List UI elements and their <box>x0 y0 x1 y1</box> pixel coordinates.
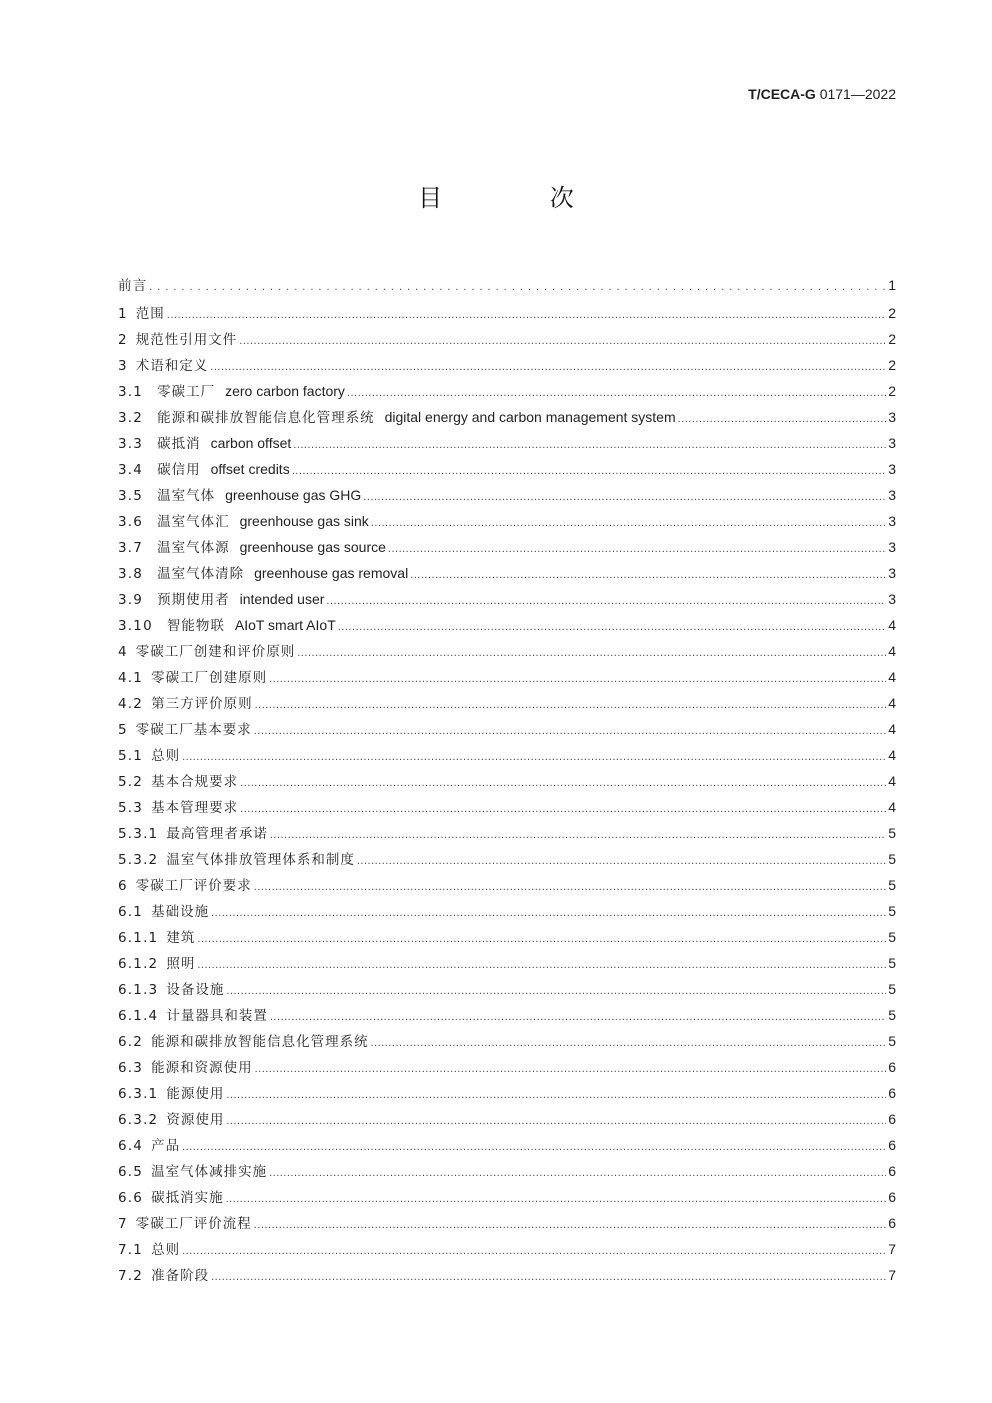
toc-entry-label <box>118 1055 253 1080</box>
toc-entry-number: 6 <box>118 878 128 894</box>
toc-entry-label <box>118 482 361 508</box>
toc-entry-label <box>118 1185 224 1210</box>
toc-entry-title-cn: 温室气体减排实施 <box>151 1164 268 1180</box>
toc-entry-label <box>118 821 268 846</box>
toc-entry[interactable] <box>118 794 896 820</box>
toc-entry-title-cn: 资源使用 <box>166 1112 225 1128</box>
toc-entry-label <box>118 847 355 872</box>
toc-entry-title-cn: 范围 <box>135 306 165 322</box>
toc-entry-number: 6.1 <box>118 904 144 920</box>
toc-entry-title-en: offset credits <box>210 461 290 477</box>
toc-entry[interactable] <box>118 1236 896 1262</box>
toc-entry-title-cn: 基本合规要求 <box>151 774 239 790</box>
toc-entry[interactable] <box>118 924 896 950</box>
toc-entry-title-cn: 温室气体 <box>157 488 216 504</box>
toc-entry-label <box>118 1107 224 1132</box>
toc-entry-number: 4.2 <box>118 696 144 712</box>
toc-entry-number: 3.4 <box>118 462 144 478</box>
toc-page-number: 4 <box>888 773 896 789</box>
toc-page-number: 6 <box>888 1059 896 1075</box>
toc-entry-label <box>118 769 238 794</box>
toc-entry-number: 6.3 <box>118 1060 144 1076</box>
standard-number: 0171—2022 <box>819 86 896 102</box>
toc-entry-number: 6.3.1 <box>118 1086 159 1102</box>
toc-leader-dots <box>388 536 886 560</box>
toc-page-number: 4 <box>888 643 896 659</box>
toc-entry[interactable] <box>118 352 896 378</box>
toc-leader-dots <box>226 1108 886 1132</box>
toc-entry-number: 6.1.2 <box>118 956 159 972</box>
toc-entry-number: 3.1 <box>118 384 144 400</box>
toc-entry[interactable] <box>118 456 896 482</box>
toc-entry-title-cn: 言 <box>132 278 148 294</box>
toc-entry-number: 6.1.1 <box>118 930 159 946</box>
toc-page-number: 3 <box>888 591 896 607</box>
toc-entry-number: 1 <box>118 306 128 322</box>
toc-leader-dots <box>182 744 886 768</box>
toc-leader-dots <box>226 978 886 1002</box>
toc-page-number: 6 <box>888 1137 896 1153</box>
toc-entry[interactable] <box>118 1262 896 1288</box>
toc-entry-title-cn: 计量器具和装置 <box>166 1008 268 1024</box>
toc-entry[interactable] <box>118 482 896 508</box>
toc-entry-label <box>118 430 291 456</box>
toc-entry-number: 6.4 <box>118 1138 144 1154</box>
toc-entry[interactable] <box>118 612 896 638</box>
toc-entry[interactable] <box>118 300 896 326</box>
toc-entry[interactable] <box>118 768 896 794</box>
toc-entry-label <box>118 951 195 976</box>
toc-leader-dots <box>182 1134 886 1158</box>
toc-entry-label <box>118 456 290 482</box>
toc-page-number: 5 <box>888 877 896 893</box>
toc-entry-title-cn: 零碳工厂评价要求 <box>135 878 252 894</box>
toc-entry-number: 3.5 <box>118 488 144 504</box>
toc-page-number: 6 <box>888 1163 896 1179</box>
toc-entry-title-cn: 总则 <box>151 748 181 764</box>
toc-entry-title-en: greenhouse gas GHG <box>225 487 362 503</box>
toc-leader-dots <box>293 432 886 456</box>
toc-entry[interactable] <box>118 820 896 846</box>
toc-entry-title-en: greenhouse gas source <box>239 539 386 555</box>
toc-entry-title-cn: 能源和碳排放智能信息化管理系统 <box>151 1034 369 1050</box>
standard-prefix: T/CECA-G <box>748 86 816 102</box>
toc-entry-title-en: AIoT smart AIoT <box>234 617 336 633</box>
toc-page-number: 2 <box>888 331 896 347</box>
toc-entry[interactable] <box>118 1184 896 1210</box>
toc-entry-title-cn: 温室气体排放管理体系和制度 <box>166 852 355 868</box>
toc-entry-title-cn: 准备阶段 <box>151 1268 210 1284</box>
toc-entry-number: 前 <box>118 278 133 294</box>
toc-page-number: 6 <box>888 1085 896 1101</box>
toc-page-number: 6 <box>888 1111 896 1127</box>
toc-entry-label <box>118 717 252 742</box>
toc-entry-label <box>118 1237 180 1262</box>
toc-entry[interactable] <box>118 1132 896 1158</box>
toc-leader-dots <box>410 562 886 586</box>
toc-entry-title-en: greenhouse gas sink <box>239 513 369 529</box>
toc-page-number: 7 <box>888 1241 896 1257</box>
toc-entry-title-cn: 温室气体源 <box>157 540 230 556</box>
toc-entry[interactable] <box>118 664 896 690</box>
toc-page-number: 6 <box>888 1215 896 1231</box>
toc-leader-dots <box>226 1082 886 1106</box>
toc-entry-number: 6.3.2 <box>118 1112 159 1128</box>
toc-page-number: 5 <box>888 981 896 997</box>
toc-page-number: 4 <box>888 721 896 737</box>
toc-leader-dots <box>211 1264 886 1288</box>
toc-entry-number: 3 <box>118 358 128 374</box>
toc-entry[interactable] <box>118 950 896 976</box>
toc-entry[interactable] <box>118 1158 896 1184</box>
toc-entry-title-cn: 能源和碳排放智能信息化管理系统 <box>157 410 375 426</box>
toc-entry[interactable] <box>118 326 896 352</box>
toc-page-number: 3 <box>888 435 896 451</box>
toc-page-number: 2 <box>888 357 896 373</box>
toc-page-number: 7 <box>888 1267 896 1283</box>
toc-entry-title-cn: 零碳工厂 <box>157 384 216 400</box>
toc-entry-title-cn: 总则 <box>151 1242 181 1258</box>
toc-entry-number: 2 <box>118 332 128 348</box>
toc-page-number: 3 <box>888 513 896 529</box>
toc-entry-number: 7.1 <box>118 1242 144 1258</box>
toc-entry-title-cn: 零碳工厂评价流程 <box>135 1216 252 1232</box>
table-of-contents <box>118 272 896 1288</box>
toc-leader-dots <box>297 640 886 664</box>
toc-leader-dots <box>254 874 886 898</box>
toc-leader-dots <box>292 458 887 482</box>
toc-entry-title-cn: 照明 <box>166 956 196 972</box>
toc-entry-label <box>118 795 238 820</box>
toc-leader-dots <box>254 1212 886 1236</box>
toc-entry-title-en: digital energy and carbon management system <box>384 409 676 425</box>
toc-entry[interactable] <box>118 1210 896 1236</box>
toc-entry-number: 6.6 <box>118 1190 144 1206</box>
toc-leader-dots <box>240 770 886 794</box>
toc-leader-dots <box>678 406 887 430</box>
toc-leader-dots <box>197 926 886 950</box>
toc-page-number: 3 <box>888 409 896 425</box>
toc-entry-label <box>118 612 336 638</box>
toc-page-number: 5 <box>888 955 896 971</box>
toc-entry-number: 7 <box>118 1216 128 1232</box>
toc-entry-number: 4 <box>118 644 128 660</box>
toc-leader-dots <box>210 354 886 378</box>
toc-entry-number: 6.5 <box>118 1164 144 1180</box>
toc-entry-number: 3.2 <box>118 410 144 426</box>
toc-entry-title-cn: 最高管理者承诺 <box>166 826 268 842</box>
toc-entry-number: 5 <box>118 722 128 738</box>
toc-entry-label <box>118 378 345 404</box>
toc-page-number: 4 <box>888 747 896 763</box>
toc-entry-label <box>118 639 295 664</box>
toc-entry-title-cn: 碳抵消 <box>157 436 201 452</box>
toc-entry-label <box>118 925 195 950</box>
toc-entry-label <box>118 301 165 326</box>
toc-entry[interactable] <box>118 508 896 534</box>
toc-entry[interactable] <box>118 378 896 404</box>
toc-entry-title-en: intended user <box>239 591 325 607</box>
toc-entry-number: 3.3 <box>118 436 144 452</box>
toc-entry-title-cn: 预期使用者 <box>157 592 230 608</box>
toc-leader-dots <box>270 1004 886 1028</box>
toc-entry-title-cn: 建筑 <box>166 930 196 946</box>
toc-entry-label <box>118 691 253 716</box>
toc-entry[interactable] <box>118 1106 896 1132</box>
toc-leader-dots <box>269 1160 886 1184</box>
toc-entry-label <box>118 353 208 378</box>
toc-entry-title-cn: 温室气体清除 <box>157 566 245 582</box>
toc-entry-label <box>118 560 408 586</box>
toc-entry-label <box>118 1263 209 1288</box>
toc-entry-title-en: carbon offset <box>210 435 292 451</box>
standard-code <box>748 86 896 102</box>
toc-leader-dots <box>240 796 886 820</box>
toc-entry-label <box>118 273 147 299</box>
toc-leader-dots <box>363 484 886 508</box>
toc-entry-title-cn: 设备设施 <box>166 982 225 998</box>
toc-entry[interactable] <box>118 716 896 742</box>
toc-entry-number: 6.1.3 <box>118 982 159 998</box>
toc-entry-title-en: zero carbon factory <box>225 383 345 399</box>
toc-entry[interactable] <box>118 638 896 664</box>
toc-entry-number: 5.2 <box>118 774 144 790</box>
toc-entry-title-cn: 术语和定义 <box>135 358 209 374</box>
toc-leader-dots <box>255 692 887 716</box>
toc-entry-label <box>118 586 324 612</box>
toc-entry-title-en: greenhouse gas removal <box>254 565 409 581</box>
toc-leader-dots <box>347 380 886 404</box>
toc-entry-label <box>118 534 386 560</box>
toc-entry[interactable] <box>118 976 896 1002</box>
toc-leader-dots <box>338 614 886 638</box>
toc-leader-dots <box>269 666 886 690</box>
toc-entry-number: 5.1 <box>118 748 144 764</box>
toc-entry[interactable] <box>118 1002 896 1028</box>
toc-page-number: 6 <box>888 1189 896 1205</box>
toc-entry-title-cn: 碳抵消实施 <box>151 1190 224 1206</box>
toc-page-number: 4 <box>888 617 896 633</box>
toc-entry-label <box>118 508 369 534</box>
toc-leader-dots <box>357 848 886 872</box>
toc-entry[interactable] <box>118 872 896 898</box>
toc-entry-label <box>118 665 267 690</box>
toc-leader-dots <box>167 302 886 326</box>
toc-entry-number: 7.2 <box>118 1268 144 1284</box>
toc-entry-label <box>118 1081 224 1106</box>
toc-entry-number: 5.3 <box>118 800 144 816</box>
toc-entry[interactable] <box>118 1054 896 1080</box>
toc-leader-dots <box>255 1056 887 1080</box>
toc-page-number: 5 <box>888 1007 896 1023</box>
toc-entry-title-cn: 规范性引用文件 <box>135 332 238 348</box>
toc-entry-title-cn: 零碳工厂基本要求 <box>135 722 252 738</box>
toc-entry-title-cn: 零碳工厂创建原则 <box>151 670 268 686</box>
toc-entry-title-cn: 基础设施 <box>151 904 210 920</box>
toc-leader-dots <box>149 274 886 300</box>
toc-entry-label <box>118 1029 369 1054</box>
toc-entry-number: 6.2 <box>118 1034 144 1050</box>
toc-entry-label <box>118 899 209 924</box>
toc-entry[interactable] <box>118 1080 896 1106</box>
toc-leader-dots <box>371 1030 887 1054</box>
toc-entry[interactable] <box>118 272 896 300</box>
toc-entry[interactable] <box>118 586 896 612</box>
toc-entry[interactable] <box>118 846 896 872</box>
toc-entry-title-cn: 基本管理要求 <box>151 800 239 816</box>
toc-entry[interactable] <box>118 430 896 456</box>
toc-entry-number: 3.9 <box>118 592 144 608</box>
toc-page-number: 5 <box>888 929 896 945</box>
toc-leader-dots <box>239 328 886 352</box>
toc-page-number: 5 <box>888 825 896 841</box>
toc-page-number: 5 <box>888 1033 896 1049</box>
toc-entry-label <box>118 404 676 430</box>
toc-entry[interactable] <box>118 404 896 430</box>
toc-entry-number: 3.10 <box>118 618 153 634</box>
toc-entry[interactable] <box>118 742 896 768</box>
toc-entry-number: 4.1 <box>118 670 144 686</box>
toc-entry[interactable] <box>118 560 896 586</box>
toc-entry-number: 5.3.1 <box>118 826 159 842</box>
toc-entry-title-cn: 第三方评价原则 <box>151 696 253 712</box>
toc-entry-label <box>118 873 252 898</box>
toc-entry-label <box>118 1159 267 1184</box>
toc-entry-label <box>118 977 224 1002</box>
toc-entry[interactable] <box>118 534 896 560</box>
toc-page-number: 4 <box>888 669 896 685</box>
toc-entry-label <box>118 327 237 352</box>
toc-entry-title-cn: 零碳工厂创建和评价原则 <box>135 644 296 660</box>
toc-entry[interactable] <box>118 690 896 716</box>
toc-entry-label <box>118 1211 252 1236</box>
toc-page-number: 4 <box>888 799 896 815</box>
toc-entry-title-cn: 碳信用 <box>157 462 201 478</box>
toc-page-number: 1 <box>888 277 896 293</box>
toc-leader-dots <box>182 1238 886 1262</box>
toc-entry-label <box>118 1133 180 1158</box>
toc-page-number: 3 <box>888 461 896 477</box>
toc-leader-dots <box>211 900 886 924</box>
toc-page-number: 2 <box>888 305 896 321</box>
toc-page-number: 5 <box>888 851 896 867</box>
toc-entry-title-cn: 智能物联 <box>166 618 225 634</box>
toc-entry[interactable] <box>118 898 896 924</box>
toc-leader-dots <box>254 718 886 742</box>
toc-page-number: 5 <box>888 903 896 919</box>
toc-leader-dots <box>326 588 886 612</box>
toc-page-number: 4 <box>888 695 896 711</box>
toc-entry[interactable] <box>118 1028 896 1054</box>
toc-page-number: 3 <box>888 487 896 503</box>
toc-entry-label <box>118 1003 268 1028</box>
toc-entry-title-cn: 能源使用 <box>166 1086 225 1102</box>
toc-entry-title-cn: 能源和资源使用 <box>151 1060 253 1076</box>
toc-entry-number: 5.3.2 <box>118 852 159 868</box>
toc-entry-title-cn: 温室气体汇 <box>157 514 230 530</box>
toc-entry-number: 3.6 <box>118 514 144 530</box>
toc-entry-number: 3.8 <box>118 566 144 582</box>
toc-leader-dots <box>197 952 886 976</box>
toc-leader-dots <box>270 822 886 846</box>
toc-page-number: 3 <box>888 539 896 555</box>
toc-entry-number: 6.1.4 <box>118 1008 159 1024</box>
toc-leader-dots <box>226 1186 887 1210</box>
toc-leader-dots <box>371 510 886 534</box>
toc-page-number: 2 <box>888 383 896 399</box>
toc-entry-number: 3.7 <box>118 540 144 556</box>
toc-entry-label <box>118 743 180 768</box>
toc-entry-title-cn: 产品 <box>151 1138 181 1154</box>
toc-page-number: 3 <box>888 565 896 581</box>
page-title: 目 次 <box>418 184 624 212</box>
